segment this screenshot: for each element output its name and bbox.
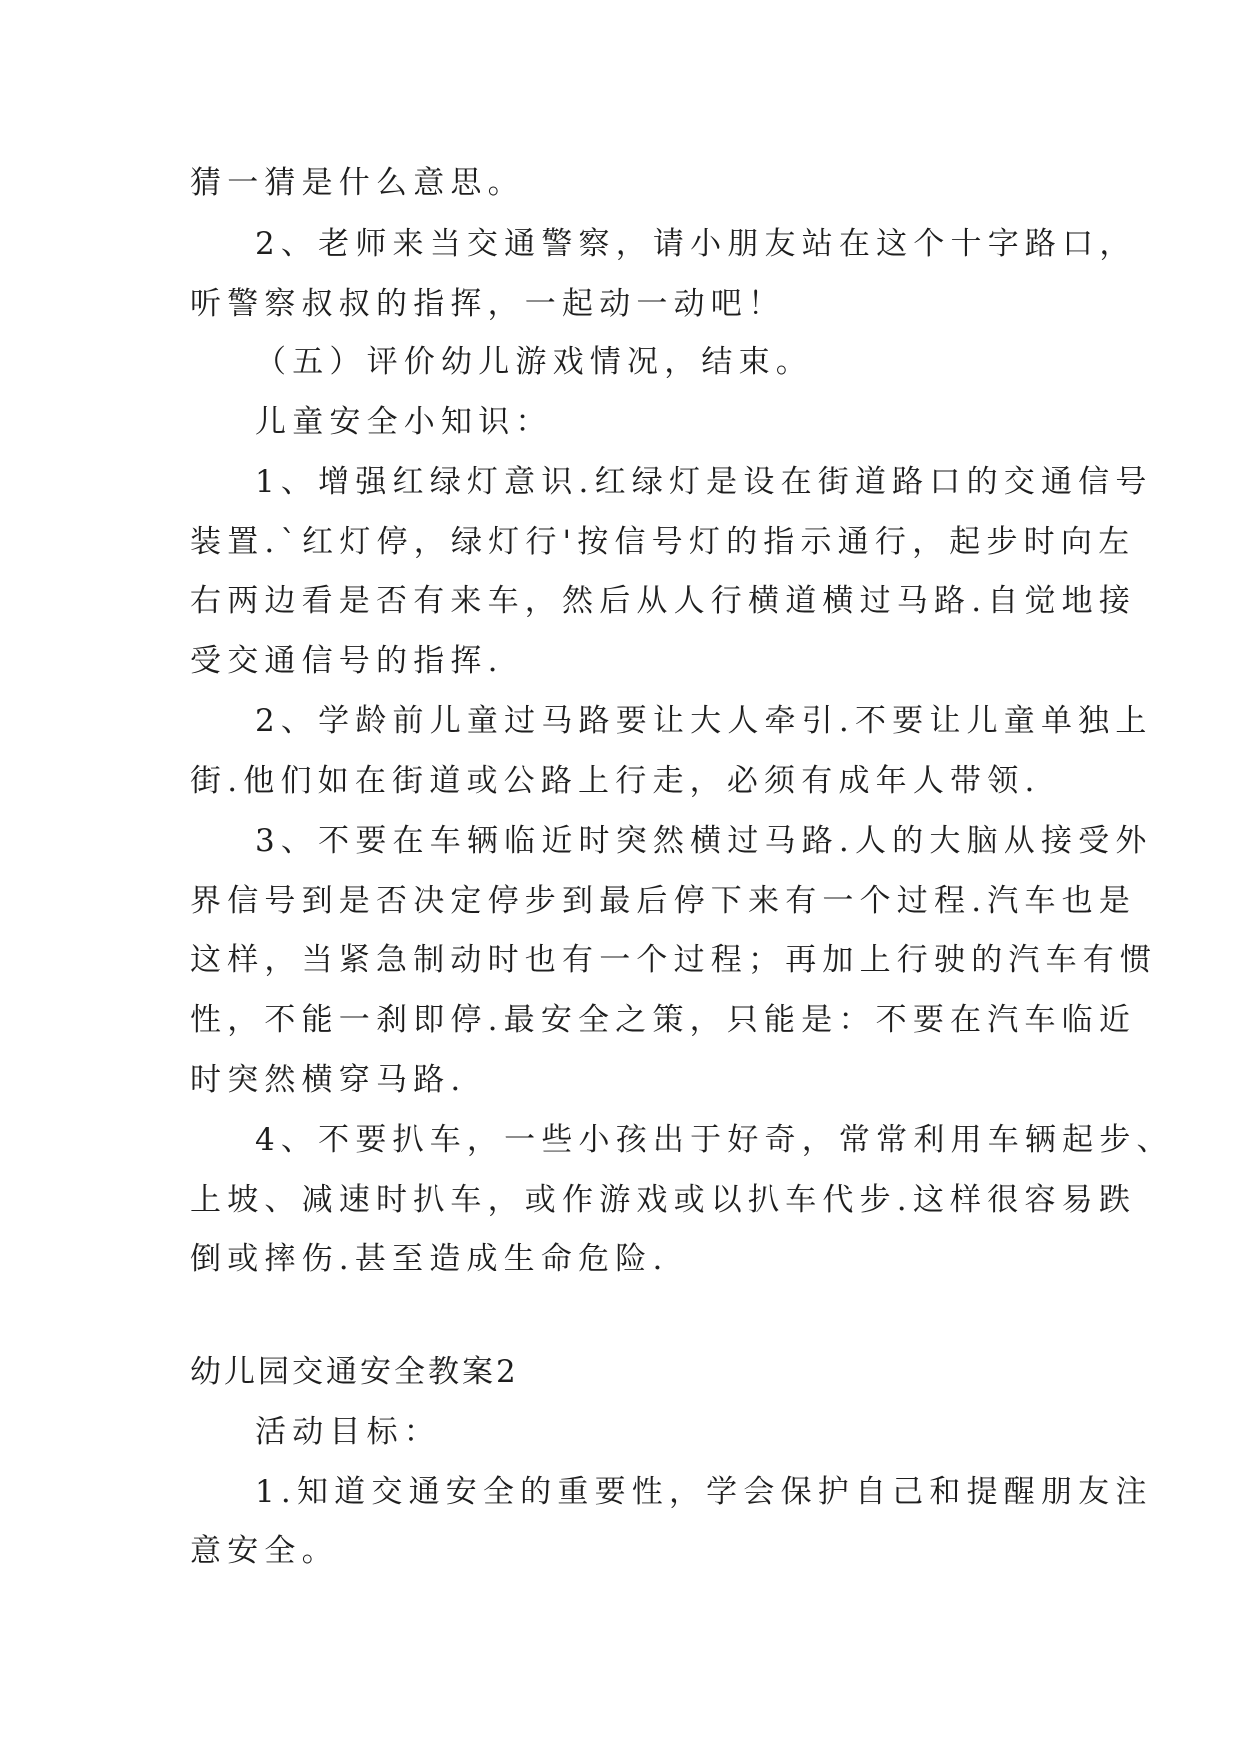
text-line: 界信号到是否决定停步到最后停下来有一个过程.汽车也是 bbox=[190, 883, 1137, 919]
text-line: 街.他们如在街道或公路上行走，必须有成年人带领. bbox=[190, 763, 1041, 799]
text-line: 性，不能一刹即停.最安全之策，只能是：不要在汽车临近 bbox=[190, 1002, 1137, 1038]
text-line: 听警察叔叔的指挥，一起动一动吧！ bbox=[190, 286, 786, 322]
text-line: 意安全。 bbox=[190, 1533, 339, 1569]
text-line: 1、增强红绿灯意识.红绿灯是设在街道路口的交通信号 bbox=[255, 464, 1153, 500]
text-line: 右两边看是否有来车，然后从人行横道横过马路.自觉地接 bbox=[190, 583, 1137, 619]
text-line: 4、不要扒车，一些小孩出于好奇，常常利用车辆起步、 bbox=[255, 1122, 1174, 1158]
text-line: 2、学龄前儿童过马路要让大人牵引.不要让儿童单独上 bbox=[255, 703, 1153, 739]
text-line: 1.知道交通安全的重要性，学会保护自己和提醒朋友注 bbox=[255, 1474, 1153, 1510]
text-line: 猜一猜是什么意思。 bbox=[190, 165, 525, 201]
text-line: （五）评价幼儿游戏情况，结束。 bbox=[255, 344, 813, 380]
text-line: 受交通信号的指挥. bbox=[190, 643, 504, 679]
text-line: 这样，当紧急制动时也有一个过程；再加上行驶的汽车有惯 bbox=[190, 942, 1158, 978]
text-line: 倒或摔伤.甚至造成生命危险. bbox=[190, 1241, 669, 1277]
section-heading: 儿童安全小知识： bbox=[255, 404, 553, 440]
document-title: 幼儿园交通安全教案2 bbox=[190, 1354, 519, 1390]
text-line: 装置.`红灯停，绿灯行'按信号灯的指示通行，起步时向左 bbox=[190, 524, 1136, 560]
text-line: 2、老师来当交通警察，请小朋友站在这个十字路口， bbox=[255, 226, 1137, 262]
text-line: 时突然横穿马路. bbox=[190, 1062, 467, 1098]
text-line: 3、不要在车辆临近时突然横过马路.人的大脑从接受外 bbox=[255, 823, 1153, 859]
section-heading: 活动目标： bbox=[255, 1414, 441, 1450]
text-line: 上坡、减速时扒车，或作游戏或以扒车代步.这样很容易跌 bbox=[190, 1182, 1137, 1218]
